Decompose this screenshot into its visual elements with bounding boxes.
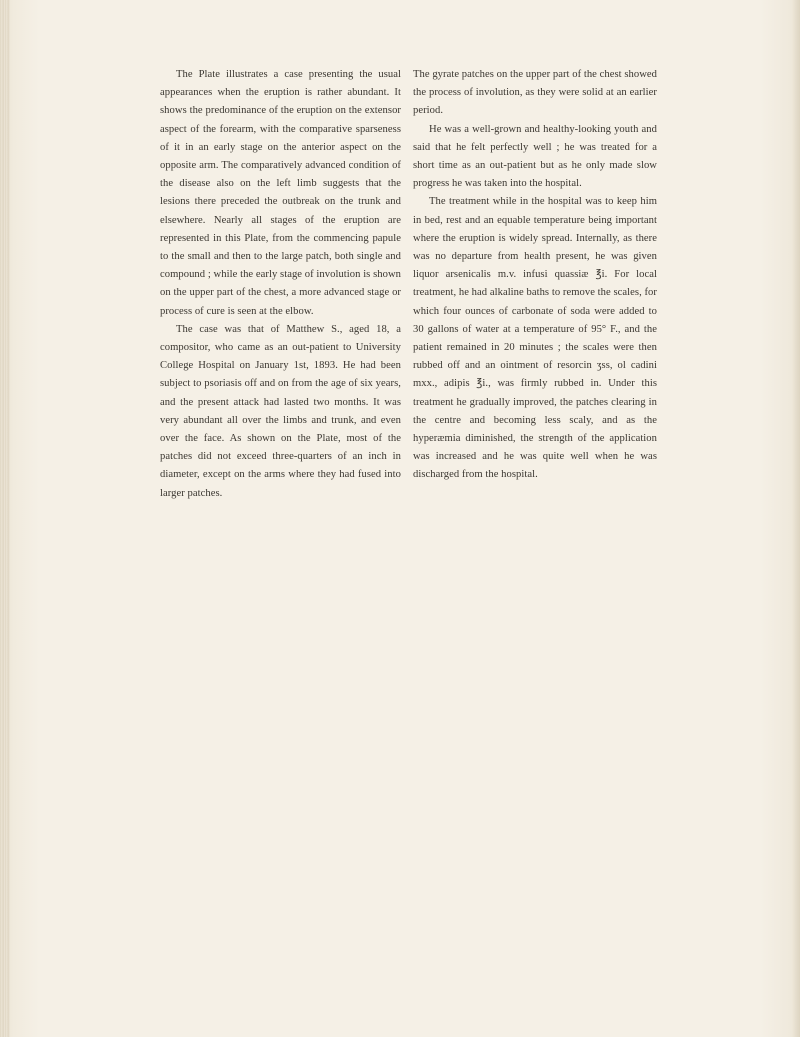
text-column-left [160,66,401,503]
page-edge-left [0,0,10,1037]
page-edge-right [792,0,800,1037]
paragraph-case-history: The case was that of Matthew S., aged 18, a compositor, who came as an out-patient to University College Hospital on January 1st, 1893. He had been subject to psoriasis off and on from the age of six years, and the present attack had lasted two months. It was very abundant all over the limbs and trunk, and even over the face. As shown on the Plate, most of the patches did not exceed three-quarters of an inch in diameter, except on the arms where they had fused into larger patches. [160,323,401,499]
paragraph-continuation: The gyrate patches on the upper part of the chest showed the process of involution, as they were solid at an earlier period. [413,69,658,117]
paragraph-treatment: The treatment while in the hospital was to keep him in bed, rest and an equable temperature being important where the eruption is widely spread. Internally, as there was no departure from health present, he was given liquor arsenicalis m.v. infusi quassiæ ℥i. For local treatment, he had alkaline baths to remove the scales, for which four ounces of carbonate of soda were added to 30 gallons of water at a temperature of 95° F., and the patient remained in 20 minutes ; the scales were then rubbed off and an ointment of resorcin ʒss, ol cadini mxx., adipis ℥i., was firmly rubbed in. Under this treatment he gradually improved, the patches clearing in the centre and becoming less scaly, and as the hyperæmia diminished, the strength of the application was increased and he was quite well when he was discharged from the hospital. [413,196,657,481]
text-column-right [413,66,657,485]
paragraph-patient-condition: He was a well-grown and healthy-looking youth and said that he felt perfectly well ; he was treated for a short time as an out-patient but as he only made slow progress he was taken into the hospital. [413,123,657,190]
paragraph-plate-description: The Plate illustrates a case presenting the usual appearances when the eruption is rather abundant. It shows the predominance of the eruption on the extensor aspect of the forearm, with the comparative sparseness of it in an early stage on the anterior aspect on the opposite arm. The comparatively advanced condition of the disease also on the left limb suggests that the lesions there preceded the outbreak on the trunk and elsewhere. Nearly all stages of the eruption are represented in this Plate, from the commencing papule to the small and then to the large patch, both single and compound ; while the early stage of involution is shown on the upper part of the chest, a more advanced stage or process of cure is seen at the elbow. [160,69,401,317]
